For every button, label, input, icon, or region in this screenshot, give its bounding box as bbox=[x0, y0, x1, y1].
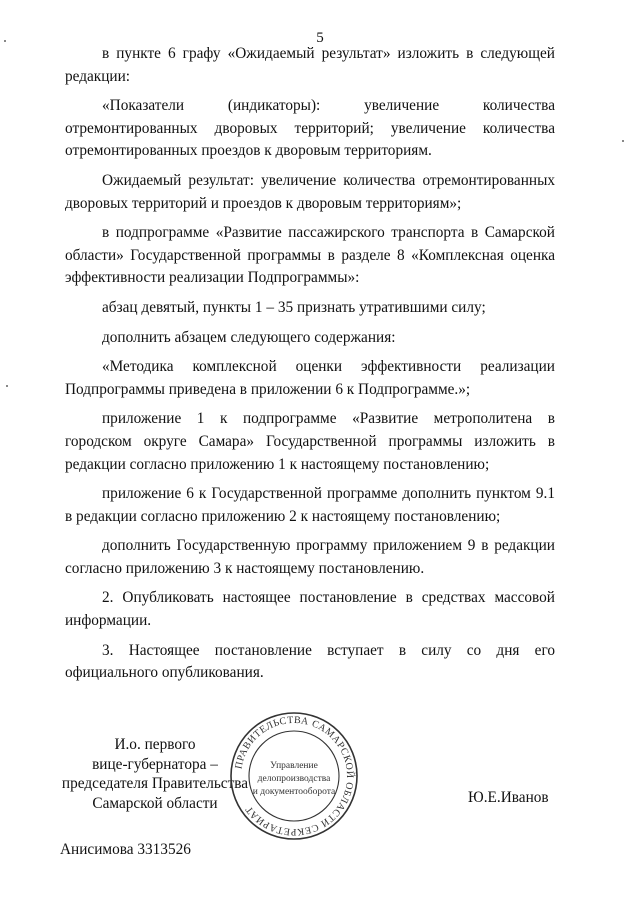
signatory-title-line: И.о. первого bbox=[114, 736, 196, 753]
paragraph: 3. Настоящее постановление вступает в силу со дня его официального опубликования. bbox=[65, 641, 555, 682]
paragraph: дополнить абзацем следующего содержания: bbox=[102, 328, 396, 346]
page-number: 5 bbox=[316, 30, 324, 46]
paragraph: Ожидаемый результат: увеличение количества отремонтированных дворовых территорий и проездов к дворовым территориям»; bbox=[65, 171, 555, 212]
scan-speck bbox=[6, 385, 8, 387]
seal-ring-text: ПРАВИТЕЛЬСТВА САМАРСКОЙ ОБЛАСТИ СЕКРЕТАРИАТ bbox=[233, 714, 356, 838]
paragraph: приложение 6 к Государственной программе дополнить пунктом 9.1 в редакции согласно приложению 2 к настоящему постановлению; bbox=[65, 485, 555, 525]
signatory-title bbox=[60, 735, 250, 813]
paragraph: приложение 1 к подпрограмме «Развитие метрополитена в городском округе Самара» Государственной программы изложить в редакции согласно приложению 1 к настоящему постановлению; bbox=[65, 410, 555, 473]
signatory-title-line: вице-губернатора – bbox=[92, 755, 218, 773]
signatory-title-line: председателя Правительства bbox=[61, 775, 249, 792]
paragraph: дополнить Государственную программу приложением 9 в редакции согласно приложению 3 к настоящему постановлению. bbox=[65, 537, 555, 577]
signatory-title-line: Самарской области bbox=[92, 794, 218, 812]
signatory-name: Ю.Е.Иванов bbox=[468, 789, 549, 806]
paragraph: абзац девятый, пункты 1 – 35 признать утратившими силу; bbox=[102, 298, 486, 316]
document-body bbox=[65, 43, 555, 692]
scan-speck bbox=[622, 140, 624, 142]
paragraph: в пункте 6 графу «Ожидаемый результат» изложить в следующей редакции: bbox=[65, 45, 555, 85]
paragraph: «Показатели (индикаторы): увеличение количества отремонтированных дворовых территорий; увеличение количества отремонтированных проездов к дворовым территориям. bbox=[65, 97, 555, 160]
scan-speck bbox=[4, 40, 6, 42]
paragraph: «Методика комплексной оценки эффективности реализации Подпрограммы приведена в приложении 6 к Подпрограмме.»; bbox=[65, 358, 555, 398]
paragraph: 2. Опубликовать настоящее постановление в средствах массовой информации. bbox=[65, 589, 555, 630]
seal-inner-line: и документооборота bbox=[252, 787, 336, 797]
executor-contact: Анисимова 3313526 bbox=[60, 841, 191, 858]
official-seal bbox=[228, 710, 360, 842]
seal-inner-line: делопроизводства bbox=[257, 774, 331, 784]
paragraph: в подпрограмме «Развитие пассажирского транспорта в Самарской области» Государственной программы в разделе 8 «Комплексная оценка эффективности реализации Подпрограммы»: bbox=[65, 224, 555, 287]
seal-inner-line: Управление bbox=[270, 761, 318, 771]
